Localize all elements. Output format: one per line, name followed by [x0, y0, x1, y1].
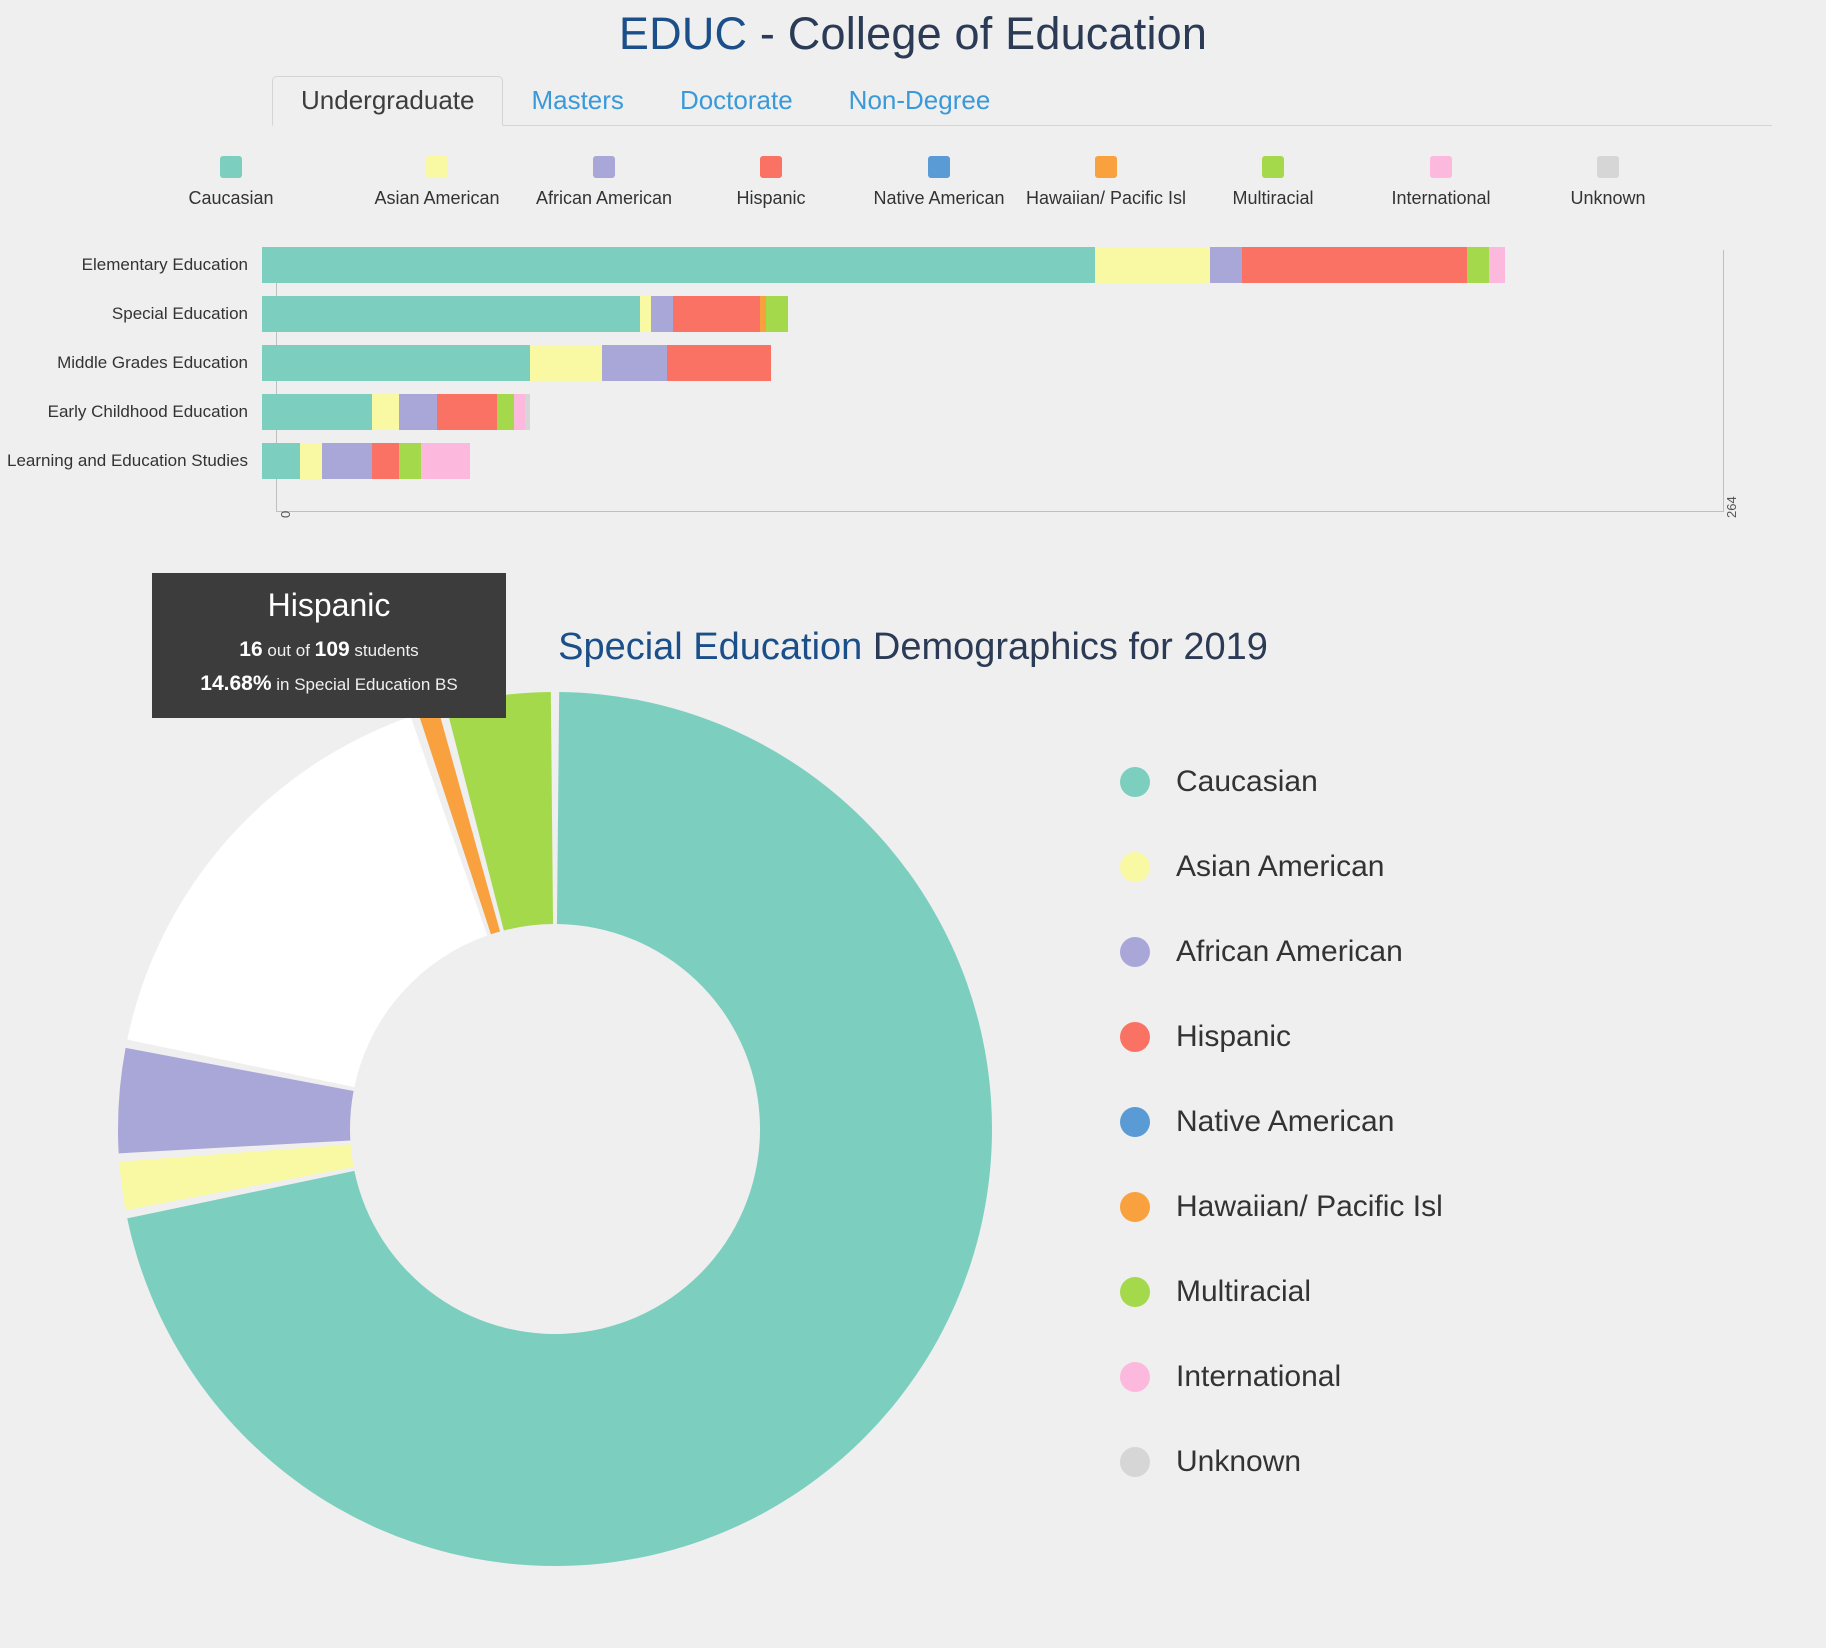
bar-legend-label: International: [1391, 188, 1491, 208]
legend-dot-icon: [1120, 1362, 1150, 1392]
bar-chart-legend: [0, 156, 1826, 226]
bar-segment[interactable]: [651, 296, 673, 332]
bar-row-label: Elementary Education: [81, 254, 248, 274]
legend-dot-icon: [1120, 1447, 1150, 1477]
bar-track: [262, 296, 788, 332]
bar-segment[interactable]: [262, 394, 372, 430]
bar-segment[interactable]: [1242, 247, 1467, 283]
bar-row: [0, 338, 1505, 387]
tooltip-percent-line: [152, 672, 506, 696]
bar-segment[interactable]: [640, 296, 651, 332]
legend-swatch-icon: [1095, 156, 1117, 178]
bar-track: [262, 247, 1505, 283]
bar-segment[interactable]: [667, 345, 771, 381]
bar-legend-label: Native American: [873, 188, 1005, 208]
stacked-bar-chart: [0, 240, 1826, 530]
tooltip-title: Hispanic: [267, 587, 391, 623]
donut-legend-item[interactable]: [1120, 1419, 1443, 1504]
bar-segment[interactable]: [421, 443, 470, 479]
donut-legend-label: Native American: [1176, 1104, 1395, 1138]
donut-legend-label: Unknown: [1176, 1444, 1302, 1478]
legend-swatch-icon: [1430, 156, 1452, 178]
donut-legend-label: International: [1176, 1359, 1342, 1393]
bar-row: [0, 240, 1505, 289]
bar-legend-item[interactable]: [121, 156, 341, 209]
bar-segment[interactable]: [322, 443, 371, 479]
donut-legend-label: Multiracial: [1176, 1274, 1312, 1308]
bar-row-label: Middle Grades Education: [57, 352, 248, 372]
bar-segment[interactable]: [262, 296, 640, 332]
donut-legend-item[interactable]: [1120, 1164, 1443, 1249]
tab-undergraduate[interactable]: Undergraduate: [272, 76, 503, 126]
donut-legend-label: Caucasian: [1176, 764, 1318, 798]
bar-segment[interactable]: [530, 345, 601, 381]
legend-swatch-icon: [426, 156, 448, 178]
bar-track: [262, 345, 771, 381]
bar-row-label: Special Education: [111, 303, 248, 323]
bar-legend-item[interactable]: [1498, 156, 1718, 209]
legend-swatch-icon: [593, 156, 615, 178]
donut-legend-item[interactable]: [1120, 909, 1443, 994]
bar-segment[interactable]: [262, 345, 530, 381]
bar-legend-label: Caucasian: [188, 188, 274, 208]
donut-slice[interactable]: [127, 717, 487, 1088]
bar-track: [262, 443, 470, 479]
bar-segment[interactable]: [437, 394, 497, 430]
legend-swatch-icon: [928, 156, 950, 178]
legend-dot-icon: [1120, 1277, 1150, 1307]
bar-legend-label: Hispanic: [736, 188, 806, 208]
bar-legend-label: Multiracial: [1232, 188, 1314, 208]
bar-row: [0, 387, 1505, 436]
bar-track: [262, 394, 530, 430]
donut-legend-item[interactable]: [1120, 1334, 1443, 1419]
bar-segment[interactable]: [497, 394, 513, 430]
bar-segment[interactable]: [1210, 247, 1243, 283]
donut-chart-area: [0, 679, 1826, 1549]
page-title-accent: EDUC: [618, 8, 748, 59]
page-title: [0, 0, 1826, 60]
tooltip-percent: 14.68%: [200, 672, 272, 695]
tab-masters[interactable]: Masters: [531, 85, 624, 115]
bar-legend-label: Hawaiian/ Pacific Isl: [1025, 188, 1187, 208]
page-title-rest: - College of Education: [747, 8, 1208, 59]
donut-chart-legend: [1120, 739, 1443, 1504]
donut-legend-item[interactable]: [1120, 824, 1443, 909]
bar-segment[interactable]: [300, 443, 322, 479]
tooltip-total: 109: [314, 638, 350, 661]
legend-dot-icon: [1120, 937, 1150, 967]
bar-segment[interactable]: [673, 296, 761, 332]
bar-segment[interactable]: [372, 443, 399, 479]
legend-swatch-icon: [760, 156, 782, 178]
bar-segment[interactable]: [1095, 247, 1210, 283]
bar-row: [0, 436, 1505, 485]
bar-segment[interactable]: [262, 443, 300, 479]
bar-segment[interactable]: [525, 394, 530, 430]
bar-row-label: Early Childhood Education: [47, 401, 248, 421]
bar-legend-label: Asian American: [374, 188, 500, 208]
donut-legend-label: Asian American: [1176, 849, 1385, 883]
legend-dot-icon: [1120, 1022, 1150, 1052]
donut-legend-item[interactable]: [1120, 1079, 1443, 1164]
legend-swatch-icon: [1597, 156, 1619, 178]
donut-legend-label: African American: [1176, 934, 1403, 968]
bar-legend-label: Unknown: [1570, 188, 1646, 208]
legend-swatch-icon: [220, 156, 242, 178]
legend-dot-icon: [1120, 852, 1150, 882]
legend-swatch-icon: [1262, 156, 1284, 178]
bar-segment[interactable]: [602, 345, 668, 381]
tooltip-count-tail: students: [349, 641, 419, 660]
bar-row: [0, 289, 1505, 338]
donut-chart-svg: [105, 679, 1005, 1579]
tooltip-count: 16: [239, 638, 263, 661]
donut-title-accent: Special Education: [558, 626, 863, 668]
bar-segment[interactable]: [766, 296, 788, 332]
donut-legend-label: Hispanic: [1176, 1019, 1292, 1053]
tooltip-count-mid: out of: [262, 641, 315, 660]
bar-segment[interactable]: [399, 443, 421, 479]
bar-segment[interactable]: [399, 394, 437, 430]
donut-title-rest: Demographics for 2019: [862, 626, 1268, 668]
donut-legend-item[interactable]: [1120, 739, 1443, 824]
bar-segment[interactable]: [1467, 247, 1489, 283]
bar-segment[interactable]: [372, 394, 399, 430]
bar-chart-rows: [0, 240, 1505, 485]
bar-legend-label: African American: [535, 188, 673, 208]
tab-non-degree[interactable]: Non-Degree: [848, 85, 991, 115]
bar-row-label: Learning and Education Studies: [6, 450, 248, 470]
donut-legend-item[interactable]: [1120, 1249, 1443, 1334]
legend-dot-icon: [1120, 1192, 1150, 1222]
donut-legend-label: Hawaiian/ Pacific Isl: [1176, 1189, 1443, 1223]
legend-dot-icon: [1120, 767, 1150, 797]
tooltip-percent-tail: in Special Education BS: [271, 675, 458, 694]
axis-tick-min: 0: [278, 510, 293, 518]
donut-legend-item[interactable]: [1120, 994, 1443, 1079]
tooltip-count-line: [152, 638, 506, 662]
bar-segment-tooltip: [152, 573, 506, 718]
legend-dot-icon: [1120, 1107, 1150, 1137]
bar-segment[interactable]: [514, 394, 525, 430]
axis-tick-max: 264: [1724, 496, 1739, 518]
bar-segment[interactable]: [262, 247, 1095, 283]
bar-segment[interactable]: [1489, 247, 1505, 283]
tab-doctorate[interactable]: Doctorate: [679, 85, 793, 115]
degree-level-tabs: [272, 74, 1772, 126]
